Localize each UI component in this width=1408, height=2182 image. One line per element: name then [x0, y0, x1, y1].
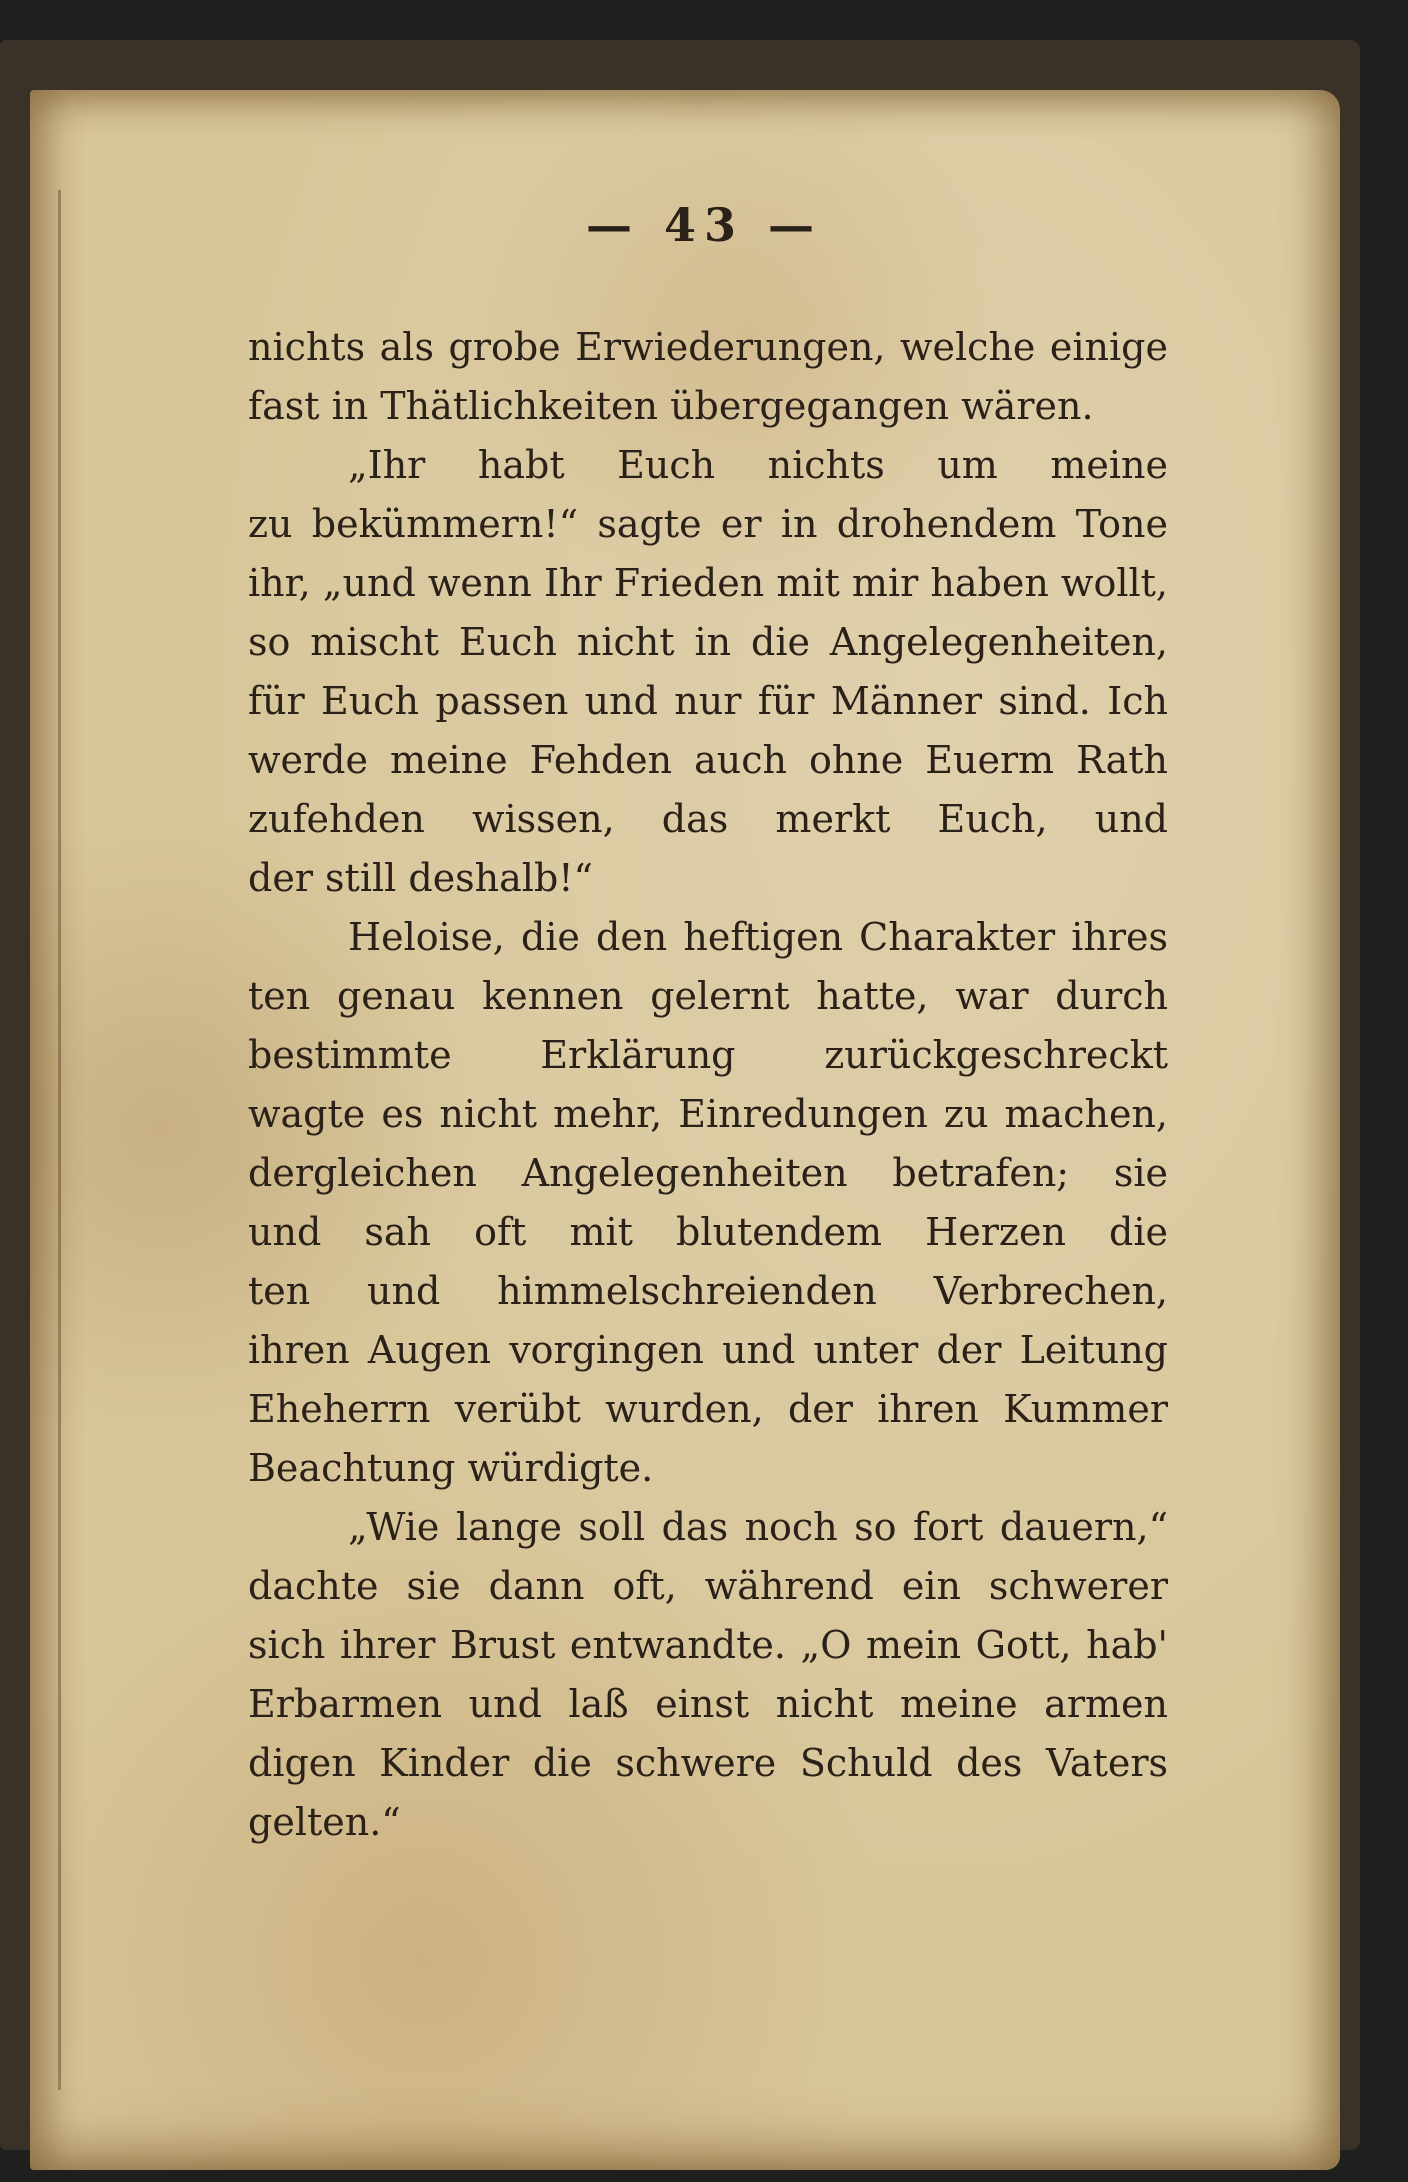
page-number: — 43 —	[585, 198, 823, 252]
text-line: sich ihrer Brust entwandte. „O mein Gott, hab'	[248, 1623, 1168, 1667]
text-line: für Euch passen und nur für Männer sind. Ich	[248, 679, 1168, 723]
text-line: wagte es nicht mehr, Einredungen zu machen,	[248, 1092, 1168, 1136]
text-line: zu bekümmern!“ sagte er in drohendem Tone	[248, 502, 1168, 546]
text-line: „Wie lange soll das noch so fort dauern,“	[348, 1505, 1168, 1549]
text-line: werde meine Fehden auch ohne Euerm Rath	[248, 738, 1168, 782]
text-line: ten und himmelschreienden Verbrechen,	[248, 1269, 1168, 1313]
text-line: ihren Augen vorgingen und unter der Leitung	[248, 1328, 1168, 1372]
text-line: dachte sie dann oft, während ein schwerer	[248, 1564, 1168, 1608]
text-line: Beachtung würdigte.	[248, 1446, 654, 1490]
spine-edge	[58, 190, 61, 2090]
text-line: ihr, „und wenn Ihr Frieden mit mir haben wollt,	[248, 561, 1168, 605]
text-line: „Ihr habt Euch nichts um meine	[348, 443, 1168, 487]
text-line: und sah oft mit blutendem Herzen die	[248, 1210, 1168, 1254]
text-line: der still deshalb!“	[248, 856, 593, 900]
text-line: ten genau kennen gelernt hatte, war durch	[248, 974, 1168, 1018]
text-line: nichts als grobe Erwiederungen, welche einige	[248, 325, 1168, 369]
text-line: so mischt Euch nicht in die Angelegenheiten,	[248, 620, 1168, 664]
text-line: digen Kinder die schwere Schuld des Vaters	[248, 1741, 1168, 1785]
text-line: Eheherrn verübt wurden, der ihren Kummer	[248, 1387, 1168, 1431]
text-line: gelten.“	[248, 1800, 401, 1844]
text-line: Heloise, die den heftigen Charakter ihres	[348, 915, 1168, 959]
text-line: Erbarmen und laß einst nicht meine armen	[248, 1682, 1168, 1726]
text-line: zufehden wissen, das merkt Euch, und	[248, 797, 1168, 841]
text-line: fast in Thätlichkeiten übergegangen wären.	[248, 384, 1094, 428]
body-text	[248, 318, 1168, 1852]
text-line: bestimmte Erklärung zurückgeschreckt	[248, 1033, 1168, 1077]
text-line: dergleichen Angelegenheiten betrafen; sie	[248, 1151, 1168, 1195]
